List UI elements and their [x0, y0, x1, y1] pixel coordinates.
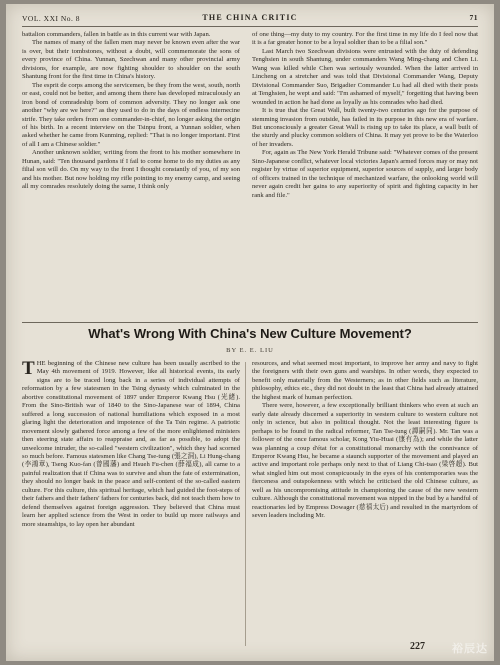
watermark-text: 裕辰达 — [452, 642, 488, 655]
article-title: What's Wrong With China's New Culture Movement? — [88, 326, 412, 341]
paragraph: It is true that the Great Wall, built twenty-two centuries ago for the purpose of stemming invasion from outside, has failed in its purpose in this new era of warfare. But unconsciously a greater Great Wall is rising up to take its place, a wall built of the sturdy and plucky common soldiers of China. It may yet prove to be the Waterloo of her invaders. — [252, 107, 478, 148]
paragraph: The esprit de corps among the servicemen, be they from the west, south, north or east, could not be better, and among them there has developed miraculously an iron bond of comradeship born of common adversity. They no longer ask one another "why are we here?" as they used to do in the days of endless internecine strife. They take orders from one commander-in-chief, no longer asking the origin of his birth. In a recent interview on the Tsinpu front, a Yunnan soldier, when asked whether he came from Kunming, replied: "That is no longer important. First of all I am a Chinese soldier." — [22, 81, 240, 148]
drop-cap: T — [22, 360, 35, 379]
upper-left-column — [22, 31, 240, 321]
paragraph-text: HE beginning of the Chinese new culture has been usually ascribed to the May 4th movement of 1919. However, like all historical events, its early signs are to be traced long back in a series of individual attempts of reformation by a few statesmen in the Tsing dynasty which culminated in the abortive constitutional movement of 1897 under Emperor Kwang Hsu (光緒). From the Sino-British war of 1840 to the Sino-Japanese war of 1894, China suffered a long succession of national humiliations which exposed in a most glaring light the deterioration and impotence of the Ta Tsin regime. A patriotic movement slowly gathered force among a few of the more enlightened ministers then steering state affairs to reappraise and, as far as possible, to adopt the unwelcome intruder, the so-called "western civilization", which they had scorned so much before. Famous statesmen like Chang Tse-tung (張之洞), Li Hung-chang (李鴻章), Tseng Kuo-fan (曾國藩) and Hsueh Fu-chen (薛福成), all came to a painful realization that if China was to survive and shun the fate of extermination, they should no longer bask in the peace and self-content of the so-called eastern culture. For this culture, this spiritual heritage, which had guided the foot-steps of their fathers and their fathers' fathers for centuries back, did not teach them how to defend themselves against foreign aggression. They believed that China must learn her applied science from the West in order to build up more railways and more steamships, to lay open her abundant — [22, 360, 240, 528]
magazine-page — [6, 4, 494, 661]
volume-label: VOL. XXI No. 8 — [22, 14, 81, 23]
paragraph: Last March two Szechwan divisions were entrusted with the duty of defending Tenghsien in south Shantung, under commanders Wang Ming-chang and Chen Li. Wang was killed while Chen was seriously wounded. When the latter arrived in Lincheng on a stretcher and was told that Divisional Commander Wang, Deputy Divisional Commander Suo, Brigadier Commander Lu had all died with their posts at Tenghsien, he wept and said: "I'm ashamed of myself," forgetting that having been wounded in action he had done as loyally as his comrades who had died. — [252, 47, 478, 106]
article-byline: BY E. E. LIU — [226, 347, 274, 354]
page-mark: 71 — [469, 13, 478, 22]
magazine-title: THE CHINA CRITIC — [202, 13, 298, 22]
running-header — [22, 12, 478, 27]
paragraph — [22, 360, 240, 529]
paragraph: The names of many of the fallen men may never be known even after the war is over, but their tombstones, without a doubt, will commemorate the sons of every province of China. Yunnan, Szechwan and many other provincial army divisions, for example, are now fighting shoulder to shoulder on the south Shantung front for the first time in China's history. — [22, 39, 240, 81]
paragraph: There were, however, a few exceptionally brilliant thinkers who even at such an early date already discerned a superiority in western culture to western culture not only in science, but also in political thought. Not the least interesting figure is perhaps to be found in the radical reformer, Tan Tse-tung (譚嗣同). Mr. Tan was a follower of the once famous scholar, Kong Yiu-Huai (康有為); and while the latter was planning a coup d'état for a constitutional monarchy with the connivance of Emperor Kwang Hsu, he became a staunch supporter of the movement and played an active and important role perhaps only next to that of Liang Chi-tsao (梁啓超). But what singled him out most conspicuously in the eyes of his contemporaries was the fierceness and outspokenness with which he criticised the old Chinese culture, as well as his uncompromising attitude in championing the cause of the new western culture. Although the constitutional movement was nipped in the bud by a handful of reactionaries led by Empress Dowager (慈禧太后) and resulted in the martyrdom of seven leaders including Mr. — [252, 402, 478, 520]
column-rule — [245, 362, 246, 646]
article-left-column — [22, 360, 240, 647]
upper-right-column — [252, 31, 478, 321]
paragraph: For, again as The New York Herald Tribune said: "Whatever comes of the present Sino-Japanese conflict, whatever local victories Japan's armed forces may or may not register by virtue of superior equipment, superior sources of supply, and larger body of officers trained in the technique of mechanized warfare, the onlooking world will never again credit her gains to any superiority of spirit and fighting capacity in her rank and file." — [252, 149, 478, 199]
paragraph: resources, and what seemed most important, to improve her army and navy to fight the foreigners with their own guns and warships. In other words, they expected to benefit only materially from the Westerners; as in other fields such as literature, philosophy, ethics etc., they did not doubt in the least that China had already attained the highest mark of human perfection. — [252, 360, 478, 401]
section-divider — [22, 322, 478, 323]
paragraph: Another unknown soldier, writing from the front to his mother somewhere in Hunan, said: "Ten thousand pardons if I fail to come home to do my duties as any filial son will do. On my way to the front I thought constantly of you, of my son and his mother. But now holding my rifle pointing to my enemy camp, and seeing all my comrades resolutely doing the same, I think only — [22, 149, 240, 191]
paragraph: battalion commanders, fallen in battle as in this current war with Japan. — [22, 31, 211, 38]
paragraph: of one thing—my duty to my country. For the first time in my life do I feel now that it is a far greater honor to be a loyal soldier than to be a filial son." — [252, 31, 478, 47]
page-number: 227 — [410, 641, 425, 652]
article-right-column — [252, 360, 478, 632]
